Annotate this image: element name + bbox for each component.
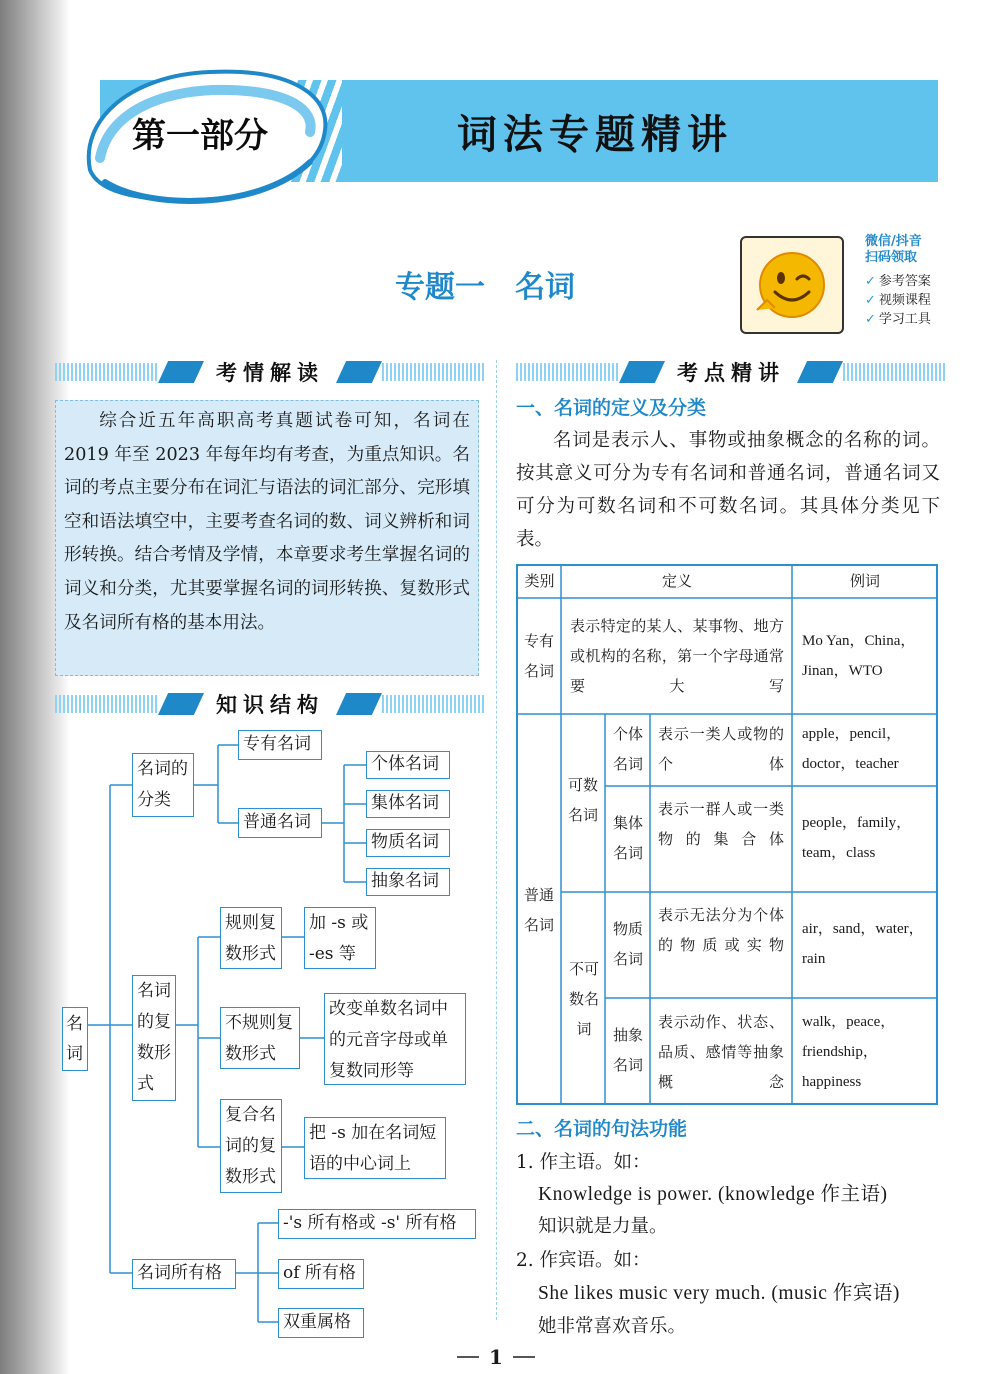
- table-uncountable-label: 不可数名词: [568, 960, 599, 1038]
- promo-item: ✓ 视频课程: [865, 293, 931, 308]
- table-row-examples: walk，peace，friendship，happiness: [802, 1014, 896, 1090]
- node-irregular-rule: 改变单数名词中的元音字母或单复数同形等: [324, 993, 466, 1085]
- section-header-structure: [55, 692, 485, 716]
- table-row-sub: 抽象名词: [612, 1026, 643, 1074]
- table-header: 类别: [524, 572, 555, 590]
- table-proper-examples: Mo Yan，China，Jinan，WTO: [802, 633, 916, 679]
- node-compound: 复合名词的复数形式: [220, 1099, 282, 1193]
- intro-text: 综合近五年高职高考真题试卷可知，名词在 2019 年至 2023 年每年均有考查，为重点知识。名词的考点主要分布在词汇与语法的词汇部分、完形填空和语法填空中，主要考查名词的数、词义辨析和词形转换。结合考情及学情，本章要求考生掌握名词的词义和分类，尤其要掌握名词的词形转换、复数形式及名词所有格的基本用法。: [55, 400, 479, 676]
- section-header-exam: [55, 360, 485, 384]
- node-poss-of: of 所有格: [278, 1259, 364, 1289]
- table-row-sub: 个体名词: [612, 725, 643, 773]
- node-common: 普通名词: [238, 808, 322, 838]
- topic-name: 名词: [515, 270, 575, 305]
- heading-function: 二、名词的句法功能: [516, 1118, 688, 1140]
- node-proper: 专有名词: [238, 730, 322, 760]
- table-row-def: 表示一类人或物的个体: [658, 725, 784, 773]
- smiley-icon: [755, 248, 829, 322]
- function-example-zh: 知识就是力量。: [538, 1216, 668, 1237]
- heading-definition: 一、名词的定义及分类: [516, 397, 707, 419]
- table-proper-label: 专有名词: [523, 632, 554, 680]
- table-header: 例词: [849, 572, 880, 590]
- node-poss-s: -'s 所有格或 -s' 所有格: [278, 1209, 476, 1239]
- function-label: 1. 作主语。如：: [516, 1152, 651, 1173]
- table-row-examples: air，sand，water，rain: [802, 921, 924, 967]
- qr-promo[interactable]: [735, 228, 945, 332]
- table-row-sub: 物质名词: [612, 920, 643, 968]
- banner-title: 词法专题精讲: [457, 111, 733, 158]
- promo-text: [865, 234, 945, 329]
- table-proper-def: 表示特定的某人、某事物、地方或机构的名称，第一个字母通常要大写: [570, 617, 784, 695]
- table-header: 定义: [661, 572, 692, 590]
- function-example-zh: 她非常喜欢音乐。: [538, 1316, 687, 1337]
- table-row-def: 表示一群人或一类物的集合体: [658, 800, 784, 848]
- node-material: 物质名词: [366, 829, 450, 857]
- promo-line2: 扫码领取: [865, 250, 918, 265]
- node-compound-rule: 把 -s 加在名词短语的中心词上: [304, 1117, 446, 1179]
- node-collective: 集体名词: [366, 790, 450, 818]
- table-row-examples: apple，pencil，doctor，teacher: [802, 726, 902, 772]
- check-icon: ✓: [865, 312, 876, 327]
- promo-line1: 微信/抖音: [865, 234, 922, 249]
- function-label: 2. 作宾语。如：: [516, 1250, 651, 1271]
- noun-classification-table: [516, 564, 938, 1105]
- topic-number: 专题一: [395, 270, 485, 305]
- page-number-value: 1: [489, 1345, 503, 1369]
- node-regular: 规则复数形式: [220, 907, 282, 969]
- table-row-examples: people，family，team，class: [802, 815, 912, 861]
- table-row-def: 表示动作、状态、品质、感情等抽象概念: [658, 1013, 784, 1091]
- promo-item: ✓ 参考答案: [865, 274, 931, 289]
- section-header-points: [516, 360, 946, 384]
- node-plural: 名词的复数形式: [132, 975, 176, 1101]
- node-classify: 名词的分类: [132, 753, 194, 817]
- node-irregular: 不规则复数形式: [220, 1007, 300, 1069]
- function-example-en: She likes music very much. (music 作宾语): [538, 1283, 900, 1304]
- knowledge-mindmap: [60, 725, 490, 1345]
- node-individual: 个体名词: [366, 751, 450, 779]
- check-icon: ✓: [865, 274, 876, 289]
- part-label: 第一部分: [132, 115, 268, 156]
- section-title-structure: 知识结构: [216, 693, 324, 717]
- table-row-sub: 集体名词: [612, 814, 643, 862]
- node-poss-double: 双重属格: [278, 1308, 364, 1338]
- node-root: 名词: [62, 1007, 88, 1071]
- section-title-exam: 考情解读: [216, 361, 324, 385]
- node-abstract: 抽象名词: [366, 868, 450, 896]
- column-divider: [496, 360, 497, 1320]
- check-icon: ✓: [865, 293, 876, 308]
- table-common-label: 普通名词: [523, 886, 554, 934]
- node-possessive: 名词所有格: [132, 1259, 236, 1289]
- promo-item: ✓ 学习工具: [865, 312, 931, 327]
- table-countable-label: 可数名词: [567, 776, 598, 824]
- page-number: [448, 1342, 544, 1372]
- section-title-points: 考点精讲: [677, 361, 785, 385]
- table-row-def: 表示无法分为个体的物质或实物: [658, 906, 784, 954]
- node-regular-rule: 加 -s 或 -es 等: [304, 907, 376, 969]
- function-example-en: Knowledge is power. (knowledge 作主语): [538, 1184, 888, 1205]
- topic-title: [395, 262, 625, 306]
- definition-paragraph: 名词是表示人、事物或抽象概念的名称的词。按其意义可分为专有名词和普通名词，普通名词又可分为可数名词和不可数名词。其具体分类见下表。: [516, 430, 940, 550]
